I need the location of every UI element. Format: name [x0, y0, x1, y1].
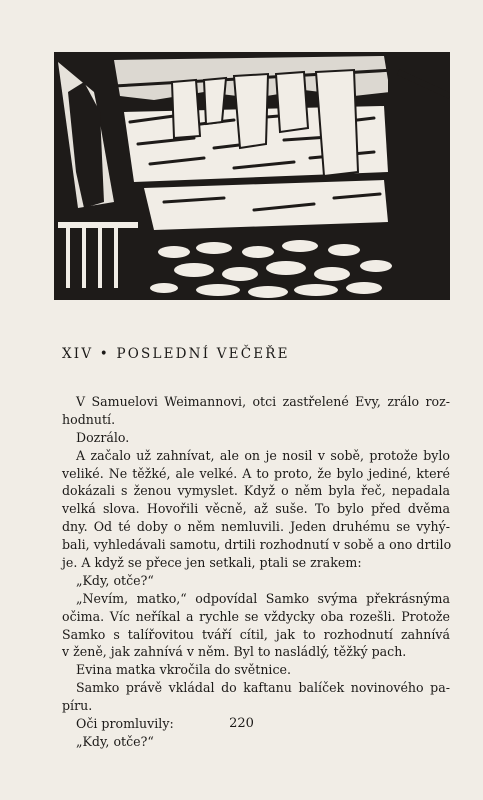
text-line: V Samuelovi Weimannovi, otci zastřelené Evy, zrálo roz-	[76, 394, 450, 409]
text-line: veliké. Ne těžké, ale velké. A to proto, že bylo jediné, které	[62, 465, 450, 481]
chapter-heading: XIV • POSLEDNÍ VEČEŘE	[62, 346, 290, 362]
text-line: píru.	[62, 698, 93, 714]
text-line: Oči promluvily:	[76, 716, 174, 732]
text-line: „Kdy, otče?“	[76, 733, 154, 749]
text-line: hodnutí.	[62, 411, 116, 427]
body-text	[62, 393, 450, 751]
text-line: bali, vyhledávali samotu, drtili rozhodnutí v sobě a ono drtilo	[62, 537, 452, 553]
text-line: dny. Od té doby o něm nemluvili. Jeden druhému se vyhý-	[62, 519, 450, 535]
text-line: Samko právě vkládal do kaftanu balíček novinového pa-	[76, 680, 450, 696]
page-number: 220	[229, 716, 254, 731]
text-line: očima. Víc neříkal a rychle se vždycky oba rozešli. Protože	[62, 608, 450, 624]
text-line: dokázali s ženou vymyslet. Když o něm byla řeč, nepadala	[62, 483, 450, 499]
text-line: je. A když se přece jen setkali, ptali se zrakem:	[62, 555, 362, 571]
woodcut-illustration-laundry-courtyard	[54, 52, 450, 300]
text-line: „Nevím, matko,“ odpovídal Samko svýma překrásnýma	[76, 590, 450, 606]
text-line: v ženě, jak zahnívá v něm. Byl to nasládlý, těžký pach.	[62, 644, 407, 660]
text-line: Evina matka vkročila do světnice.	[76, 662, 291, 678]
text-line: „Kdy, otče?“	[76, 572, 154, 588]
text-line: Dozrálo.	[76, 429, 130, 445]
text-line: velká slova. Hovořili věcně, až suše. To bylo před dvěma	[62, 501, 450, 517]
text-line: A začalo už zahnívat, ale on je nosil v sobě, protože bylo	[76, 447, 450, 463]
text-line: Samko s talířovitou tváří cítil, jak to rozhodnutí zahnívá	[62, 626, 450, 642]
